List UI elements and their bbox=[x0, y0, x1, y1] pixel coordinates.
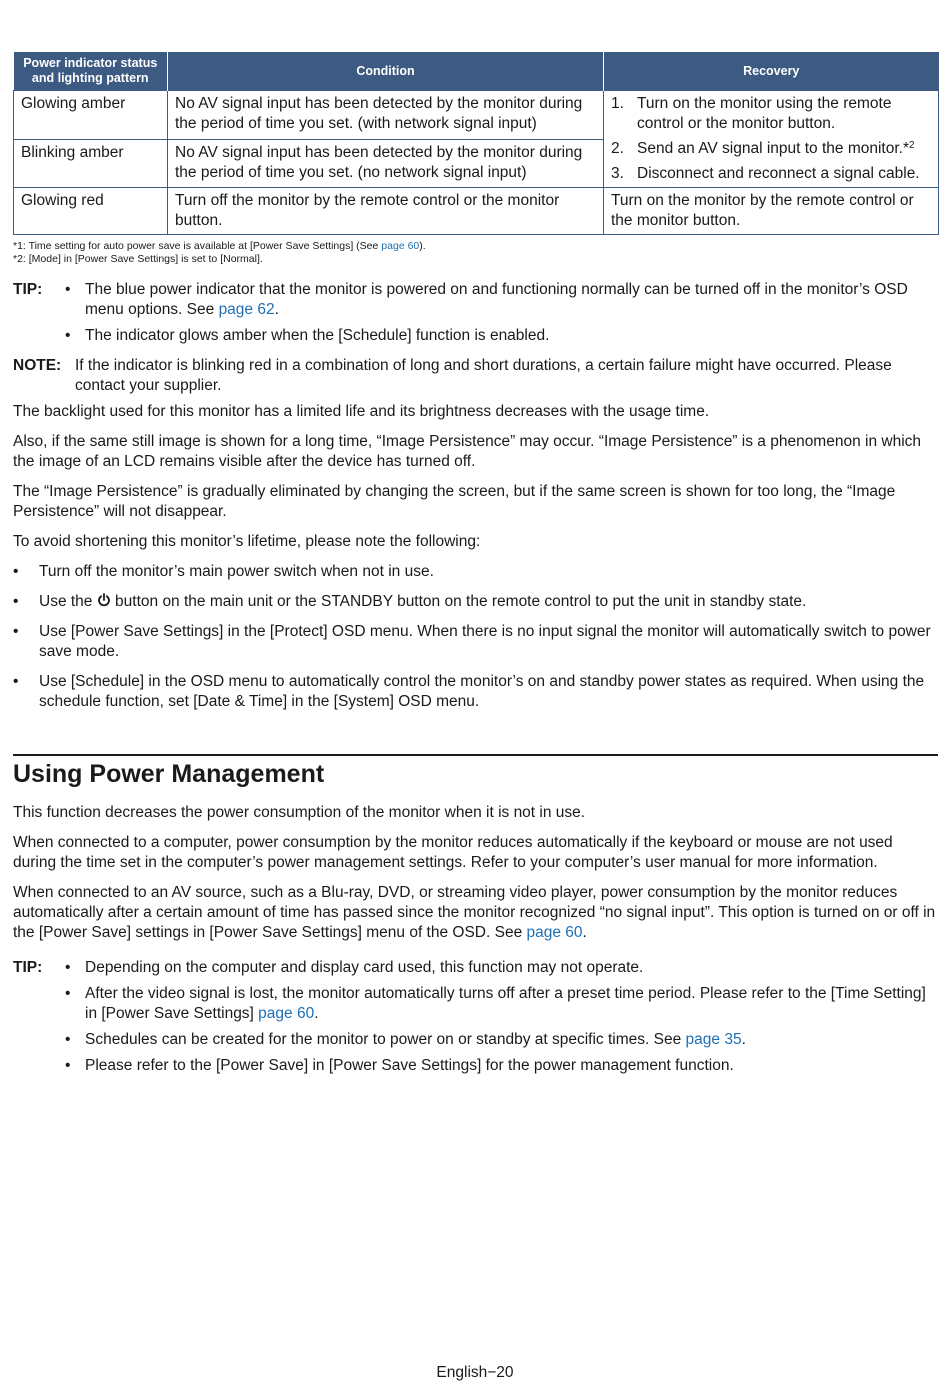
list-item: • Use [Power Save Settings] in the [Protect] OSD menu. When there is no input signal the monitor will automatically switch to power save mode. bbox=[13, 622, 938, 662]
tip-item: • The blue power indicator that the monitor is powered on and functioning normally can be turned off in the monitor’s OSD menu options. See page 62. bbox=[65, 280, 938, 320]
page-footer: English−20 bbox=[436, 1364, 514, 1381]
note-label: NOTE: bbox=[13, 357, 62, 374]
list-item: • Use [Schedule] in the OSD menu to automatically control the monitor’s on and standby power states as required. When using the schedule function, set [Date & Time] in the [System] OSD menu. bbox=[13, 672, 938, 712]
section-divider bbox=[13, 754, 938, 756]
paragraph: The “Image Persistence” is gradually eliminated by changing the screen, but if the same screen is shown for too long, the “Image Persistence” will not disappear. bbox=[13, 483, 896, 520]
condition-cell: Turn off the monitor by the remote control or the monitor button. bbox=[168, 188, 604, 235]
recovery-cell-shared bbox=[604, 91, 939, 188]
status-cell: Glowing red bbox=[14, 188, 168, 235]
tip-item: • Depending on the computer and display card used, this function may not operate. bbox=[65, 958, 938, 978]
table-row bbox=[14, 91, 939, 140]
footnote: *1: Time setting for auto power save is available at [Power Save Settings] (See page 60). bbox=[13, 240, 426, 252]
paragraph: Also, if the same still image is shown for a long time, “Image Persistence” may occur. “Image Persistence” is a phenomenon in which the image of an LCD remains visible after the device has turned off. bbox=[13, 433, 922, 470]
table-row bbox=[14, 188, 939, 235]
header-condition: Condition bbox=[168, 52, 604, 91]
page-link[interactable]: page 60 bbox=[526, 924, 583, 941]
power-icon bbox=[97, 593, 111, 607]
tip-item: • After the video signal is lost, the monitor automatically turns off after a preset time period. Please refer to the [Time Setting] in [Power Save Settings] page 60. bbox=[65, 984, 938, 1024]
list-item: • Use the button on the main unit or the STANDBY button on the remote control to put the unit in standby state. bbox=[13, 592, 938, 612]
tip-item: • Schedules can be created for the monitor to power on or standby at specific times. See page 35. bbox=[65, 1030, 938, 1050]
paragraph: When connected to an AV source, such as a Blu-ray, DVD, or streaming video player, power consumption by the monitor reduces automatically after a certain amount of time has passed since the monitor recognized “no signal input”. This option is turned on or off in the [Power Save] settings in [Power Save Settings] menu of the OSD. See page 60. bbox=[13, 884, 936, 941]
footnote: *2: [Mode] in [Power Save Settings] is set to [Normal]. bbox=[13, 253, 263, 265]
list-item: • Turn off the monitor’s main power switch when not in use. bbox=[13, 562, 938, 582]
condition-cell: No AV signal input has been detected by the monitor during the period of time you set. (with network signal input) bbox=[168, 91, 604, 140]
tip-label: TIP: bbox=[13, 281, 43, 298]
recovery-cell: Turn on the monitor by the remote control or the monitor button. bbox=[604, 188, 939, 235]
recovery-step: 2. Send an AV signal input to the monitor.*$^2$ bbox=[611, 140, 915, 157]
status-cell: Glowing amber bbox=[14, 91, 168, 140]
paragraph: The backlight used for this monitor has a limited life and its brightness decreases with the usage time. bbox=[13, 403, 710, 420]
table-footnotes bbox=[13, 240, 938, 266]
paragraph: This function decreases the power consumption of the monitor when it is not in use. bbox=[13, 804, 586, 821]
power-indicator-table bbox=[13, 52, 939, 235]
tip-block bbox=[13, 958, 938, 1082]
page-link[interactable]: page 62 bbox=[218, 301, 275, 318]
lifetime-list bbox=[13, 562, 938, 712]
table-header-row bbox=[14, 52, 939, 91]
section-title: Using Power Management bbox=[13, 760, 325, 788]
recovery-step: 1. Turn on the monitor using the remote control or the monitor button. bbox=[611, 95, 892, 132]
paragraph: When connected to a computer, power consumption by the monitor reduces automatically if the keyboard or mouse are not used during the time set in the computer’s power management settings. Refer to your computer’s user manual for more information. bbox=[13, 834, 893, 871]
tip-item: • The indicator glows amber when the [Schedule] function is enabled. bbox=[65, 326, 938, 346]
note-text: If the indicator is blinking red in a combination of long and short durations, a certain failure might have occurred. Please contact your supplier. bbox=[75, 357, 892, 394]
tip-list bbox=[65, 958, 938, 1082]
note-block bbox=[13, 356, 938, 396]
status-cell: Blinking amber bbox=[14, 139, 168, 188]
recovery-steps bbox=[611, 94, 931, 184]
tip-list bbox=[65, 280, 938, 352]
header-status: Power indicator status and lighting pattern bbox=[14, 52, 168, 91]
footnote-ref: 2 bbox=[909, 140, 915, 151]
page-link[interactable]: page 60 bbox=[258, 1005, 315, 1022]
paragraph: To avoid shortening this monitor’s lifetime, please note the following: bbox=[13, 533, 481, 550]
tip-block bbox=[13, 280, 938, 352]
page-link[interactable]: page 60 bbox=[381, 240, 420, 252]
tip-item: • Please refer to the [Power Save] in [Power Save Settings] for the power management function. bbox=[65, 1056, 938, 1076]
tip-label: TIP: bbox=[13, 959, 43, 976]
header-recovery: Recovery bbox=[604, 52, 939, 91]
condition-cell: No AV signal input has been detected by the monitor during the period of time you set. (no network signal input) bbox=[168, 139, 604, 188]
page-link[interactable]: page 35 bbox=[685, 1031, 742, 1048]
page-content bbox=[13, 52, 938, 1082]
recovery-step: 3. Disconnect and reconnect a signal cable. bbox=[611, 165, 920, 182]
